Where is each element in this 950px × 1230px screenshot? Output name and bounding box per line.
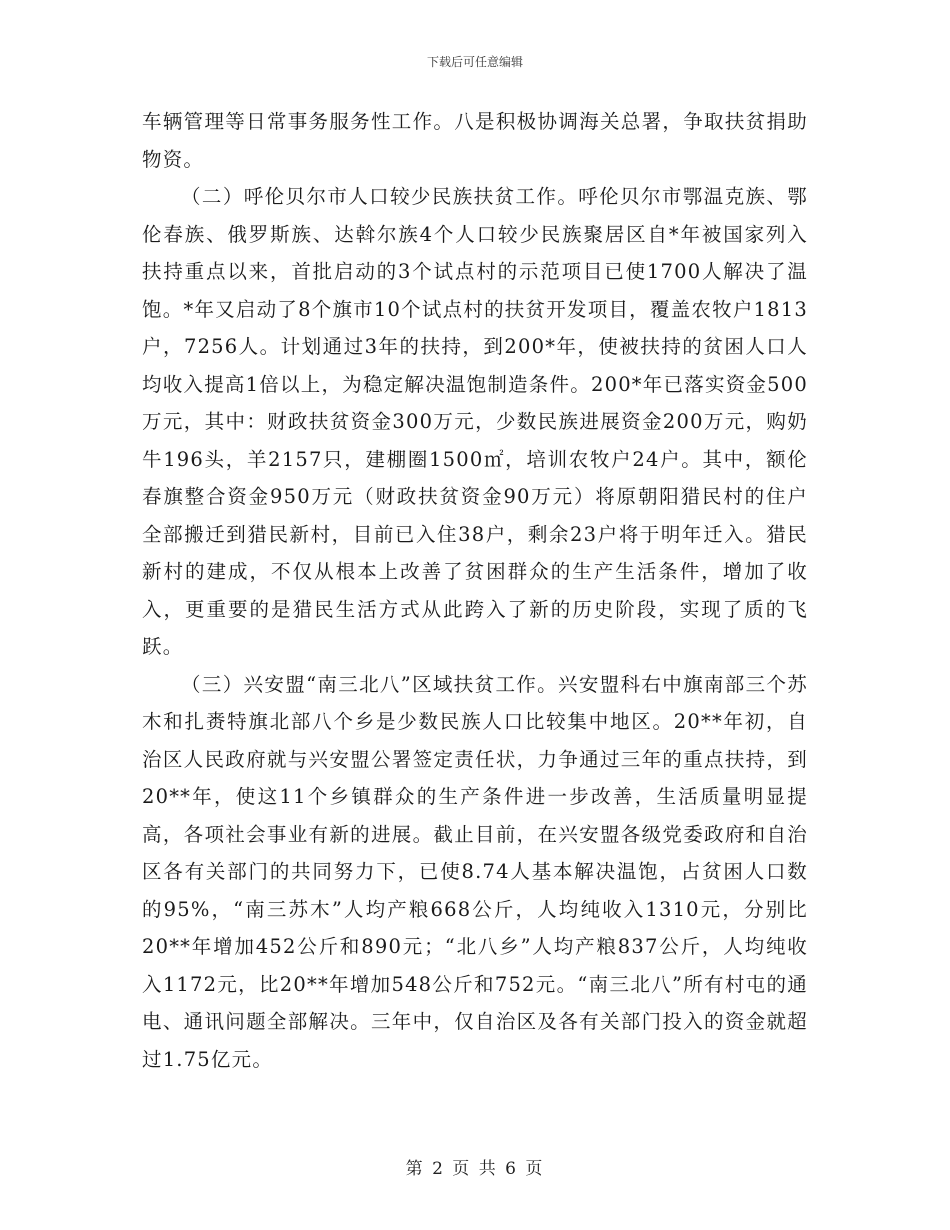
paragraph-section-3: （三）兴安盟“南三北八”区域扶贫工作。兴安盟科右中旗南部三个苏木和扎赉特旗北部八个乡是少数民族人口比较集中地区。20**年初，自治区人民政府就与兴安盟公署签定责任状，力争通过三年的重点扶持，到20**年，使这11个乡镇群众的生产条件进一步改善，生活质量明显提高，各项社会事业有新的进展。截止目前，在兴安盟各级党委政府和自治区各有关部门的共同努力下，已使8.74人基本解决温饱，占贫困人口数的95%，“南三苏木”人均产粮668公斤，人均纯收入1310元，分别比20**年增加452公斤和890元；“北八乡”人均产粮837公斤，人均纯收入1172元，比20**年增加548公斤和752元。“南三北八”所有村屯的通电、通讯问题全部解决。三年中，仅自治区及各有关部门投入的资金就超过1.75亿元。: [142, 672, 808, 1071]
page-header: 下载后可任意编辑: [426, 55, 523, 69]
page-number-footer: 第 2 页 共 6 页: [405, 1159, 545, 1179]
paragraph-section-2: （二）呼伦贝尔市人口较少民族扶贫工作。呼伦贝尔市鄂温克族、鄂伦春族、俄罗斯族、达斡尔族4个人口较少民族聚居区自*年被国家列入扶持重点以来，首批启动的3个试点村的示范项目已使1700人解决了温饱。*年又启动了8个旗市10个试点村的扶贫开发项目，覆盖农牧户1813户，7256人。计划通过3年的扶持，到200*年，使被扶持的贫困人口人均收入提高1倍以上，为稳定解决温饱制造条件。200*年已落实资金500万元，其中：财政扶贫资金300万元，少数民族进展资金200万元，购奶牛196头，羊2157只，建棚圈1500㎡，培训农牧户24户。其中，额伦春旗整合资金950万元（财政扶贫资金90万元）将原朝阳猎民村的住户全部搬迁到猎民新村，目前已入住38户，剩余23户将于明年迁入。猎民新村的建成，不仅从根本上改善了贫困群众的生产生活条件，增加了收入，更重要的是猎民生活方式从此跨入了新的历史阶段，实现了质的飞跃。: [142, 185, 808, 658]
document-body: [142, 103, 808, 1078]
paragraph-continuation: 车辆管理等日常事务服务性工作。八是积极协调海关总署，争取扶贫捐助物资。: [142, 110, 808, 171]
